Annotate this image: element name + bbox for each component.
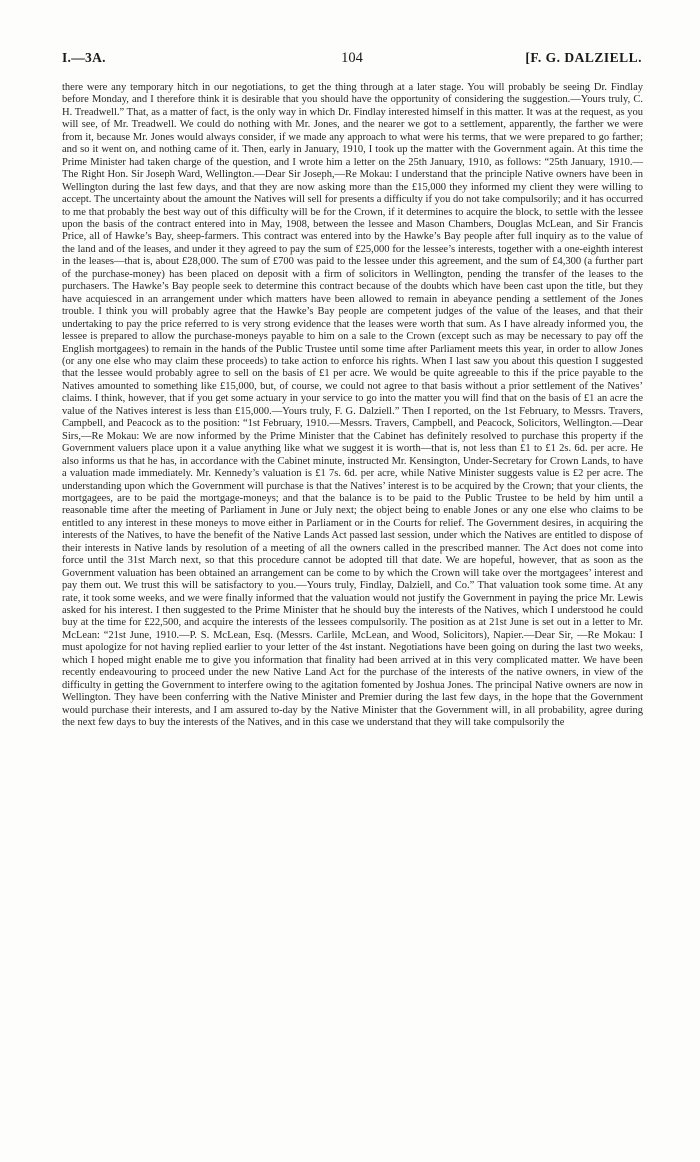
paper-reference: I.—3A.	[62, 50, 106, 65]
witness-name: [F. G. DALZIELL.	[525, 50, 642, 65]
page-number: 104	[341, 50, 363, 66]
body-paragraph: there were any temporary hitch in our negotiations, to get the thing through at a later stage. You will probably be seeing Dr. Findlay before Monday, and I therefore think it is desirable that you should have the opportunity of considering the suggestion.—Yours truly, C. H. Treadwell.” That, as a matter of fact, is the only way in which Dr. Findlay interested himself in this matter. It was at the request, as you will see, of Mr. Treadwell. We could do nothing with Mr. Jones, and the nearer we got to a settlement, apparently, the farther we were from it, because Mr. Jones would always consider, if we made any approach to what were his terms, that we were prepared to go farther; and so it went on, and nothing came of it. Then, early in January, 1910, I took up the matter with the Government again. At this time the Prime Minister had taken charge of the question, and I wrote him a letter on the 25th January, 1910, as follows: “25th January, 1910.—The Right Hon. Sir Joseph Ward, Wellington.—Dear Sir Joseph,—Re Mokau: I understand that the principle Native owners have been in Wellington during the last few days, and that they are now asking more than the £15,000 they informed my client they were willing to accept. The uncertainty about the amount the Natives will sell for presents a difficulty if you do not take compulsorily; and it has occurred to me that probably the best way out of this difficulty will be for the Crown, if it determines to acquire the block, to settle with the lessee upon the basis of the contract entered into in May, 1908, between the lessee and Mason Chambers, Douglas McLean, and Sir Francis Price, all of Hawke’s Bay, sheep-farmers. This contract was entered into by the Hawke’s Bay people after full inquiry as to the value of the land and of the leases, and under it they agreed to pay the sum of £25,000 for the lessee’s interests, together with a one-eighth interest in the leases—that is, about £28,000. The sum of £700 was paid to the lessee under this agreement, and the sum of £4,300 (a further part of the purchase-money) has been placed on deposit with a firm of solicitors in Wellington, pending the transfer of the leases to the purchasers. The Hawke’s Bay people seek to determine this contract because of the doubts which have been cast upon the title, but they have acquiesced in an arrangement under which matters have been allowed to remain in abeyance pending a settlement of the Jones trouble. I think you will probably agree that the Hawke’s Bay people are competent judges of the value of the leases, and that their undertaking to pay the price referred to is very strong evidence that the leases were worth that sum. As I have already informed you, the lessee is prepared to allow the purchase-moneys payable to him on a sale to the Crown (except such as may be necessary to pay off the English mortgagees) to remain in the hands of the Public Trustee until some time after Parliament meets this year, in order to allow Jones (or any one else who may claim these proceeds) to take action to enforce his rights. When I last saw you about this question I suggested that the lessee would probably agree to sell on the basis of £1 per acre. We would be quite agreeable to this if the price payable to the Natives amounted to something like £15,000, but, of course, we could not agree to that basis without a prior settlement of the Natives’ claims. I think, however, that if you get some actuary in your service to go into the matter you will find that on the basis of £1 an acre the value of the Natives interest is less than £15,000.—Yours truly, F. G. Dalziell.” Then I reported, on the 1st February, to Messrs. Travers, Campbell, and Peacock as to the position: “1st February, 1910.—Messrs. Travers, Campbell, and Peacock, Solicitors, Wellington.—Dear Sirs,—Re Mokau: We are now informed by the Prime Minister that the Cabinet has definitely resolved to purchase this property if the Government valuers place upon it a value anything like what we suggest it is worth—that is, not less than £1 to £1 2s. 6d. per acre. He also informs us that he has, in accordance with the Cabinet minute, instructed Mr. Kensington, Under-Secretary for Crown Lands, to have a valuation made immediately. Mr. Kennedy’s valuation is £1 7s. 6d. per acre, while Native Minister suggests value is £2 per acre. The understanding upon which the Government will purchase is that the Natives’ interest is to be acquired by the Crown; that your clients, the mortgagees, are to be paid the mortgage-moneys; and that the balance is to be paid to the Public Trustee to be held by him until a reasonable time after the meeting of Parliament in June or July next; the object being to enable Jones or any one else who claims to be entitled to any interest in these moneys to move either in Parliament or in the Courts for relief. The Government desires, in acquiring the interests of the Natives, to have the benefit of the Native Lands Act passed last session, under which the Natives are entitled to dispose of their interests in Native lands by resolution of a meeting of all the owners called in the prescribed manner. The Act does not come into force until the 31st March next, so that this procedure cannot be adopted till that date. We are hopeful, however, that as soon as the Government valuation has been obtained an arrangement can be come to by which the Crown will take over the mortgagees’ interest and pay them out. We trust this will be satisfactory to you.—Yours truly, Findlay, Dalziell, and Co.” That valuation took some time. At any rate, it took some weeks, and we were finally informed that the valuation would not justify the Government in paying the price Mr. Lewis asked for his interest. I then suggested to the Prime Minister that he should buy the interests of the Natives, which I understood he could buy at the time for £22,500, and acquire the interests of the lessees compulsorily. The position as at 21st June is set out in a letter to Mr. McLean: “21st June, 1910.—P. S. McLean, Esq. (Messrs. Carlile, McLean, and Wood, Solicitors), Napier.—Dear Sir, —Re Mokau: I must apologize for not having replied earlier to your letter of the 4st instant. Negotiations have been going on during the last two weeks, which I hoped might enable me to give you information that finality had been arrived at in this very complicated matter. We have been recently endeavouring to proceed under the new Native Land Act for the purchase of the interests of the native owners, in view of the difficulty in getting the Government to interfere owing to the agitation fomented by Joshua Jones. The principal Native owners are now in Wellington. They have been conferring with the Native Minister and Premier during the last few days, in the hope that the Government would purchase their interests, and I am assured to-day by the Native Minister that the Government will, in all probability, agree during the next few days to buy the interests of the Natives, and in this case we understand that they will take compulsorily the	[62, 82, 643, 729]
page-header	[62, 50, 642, 72]
